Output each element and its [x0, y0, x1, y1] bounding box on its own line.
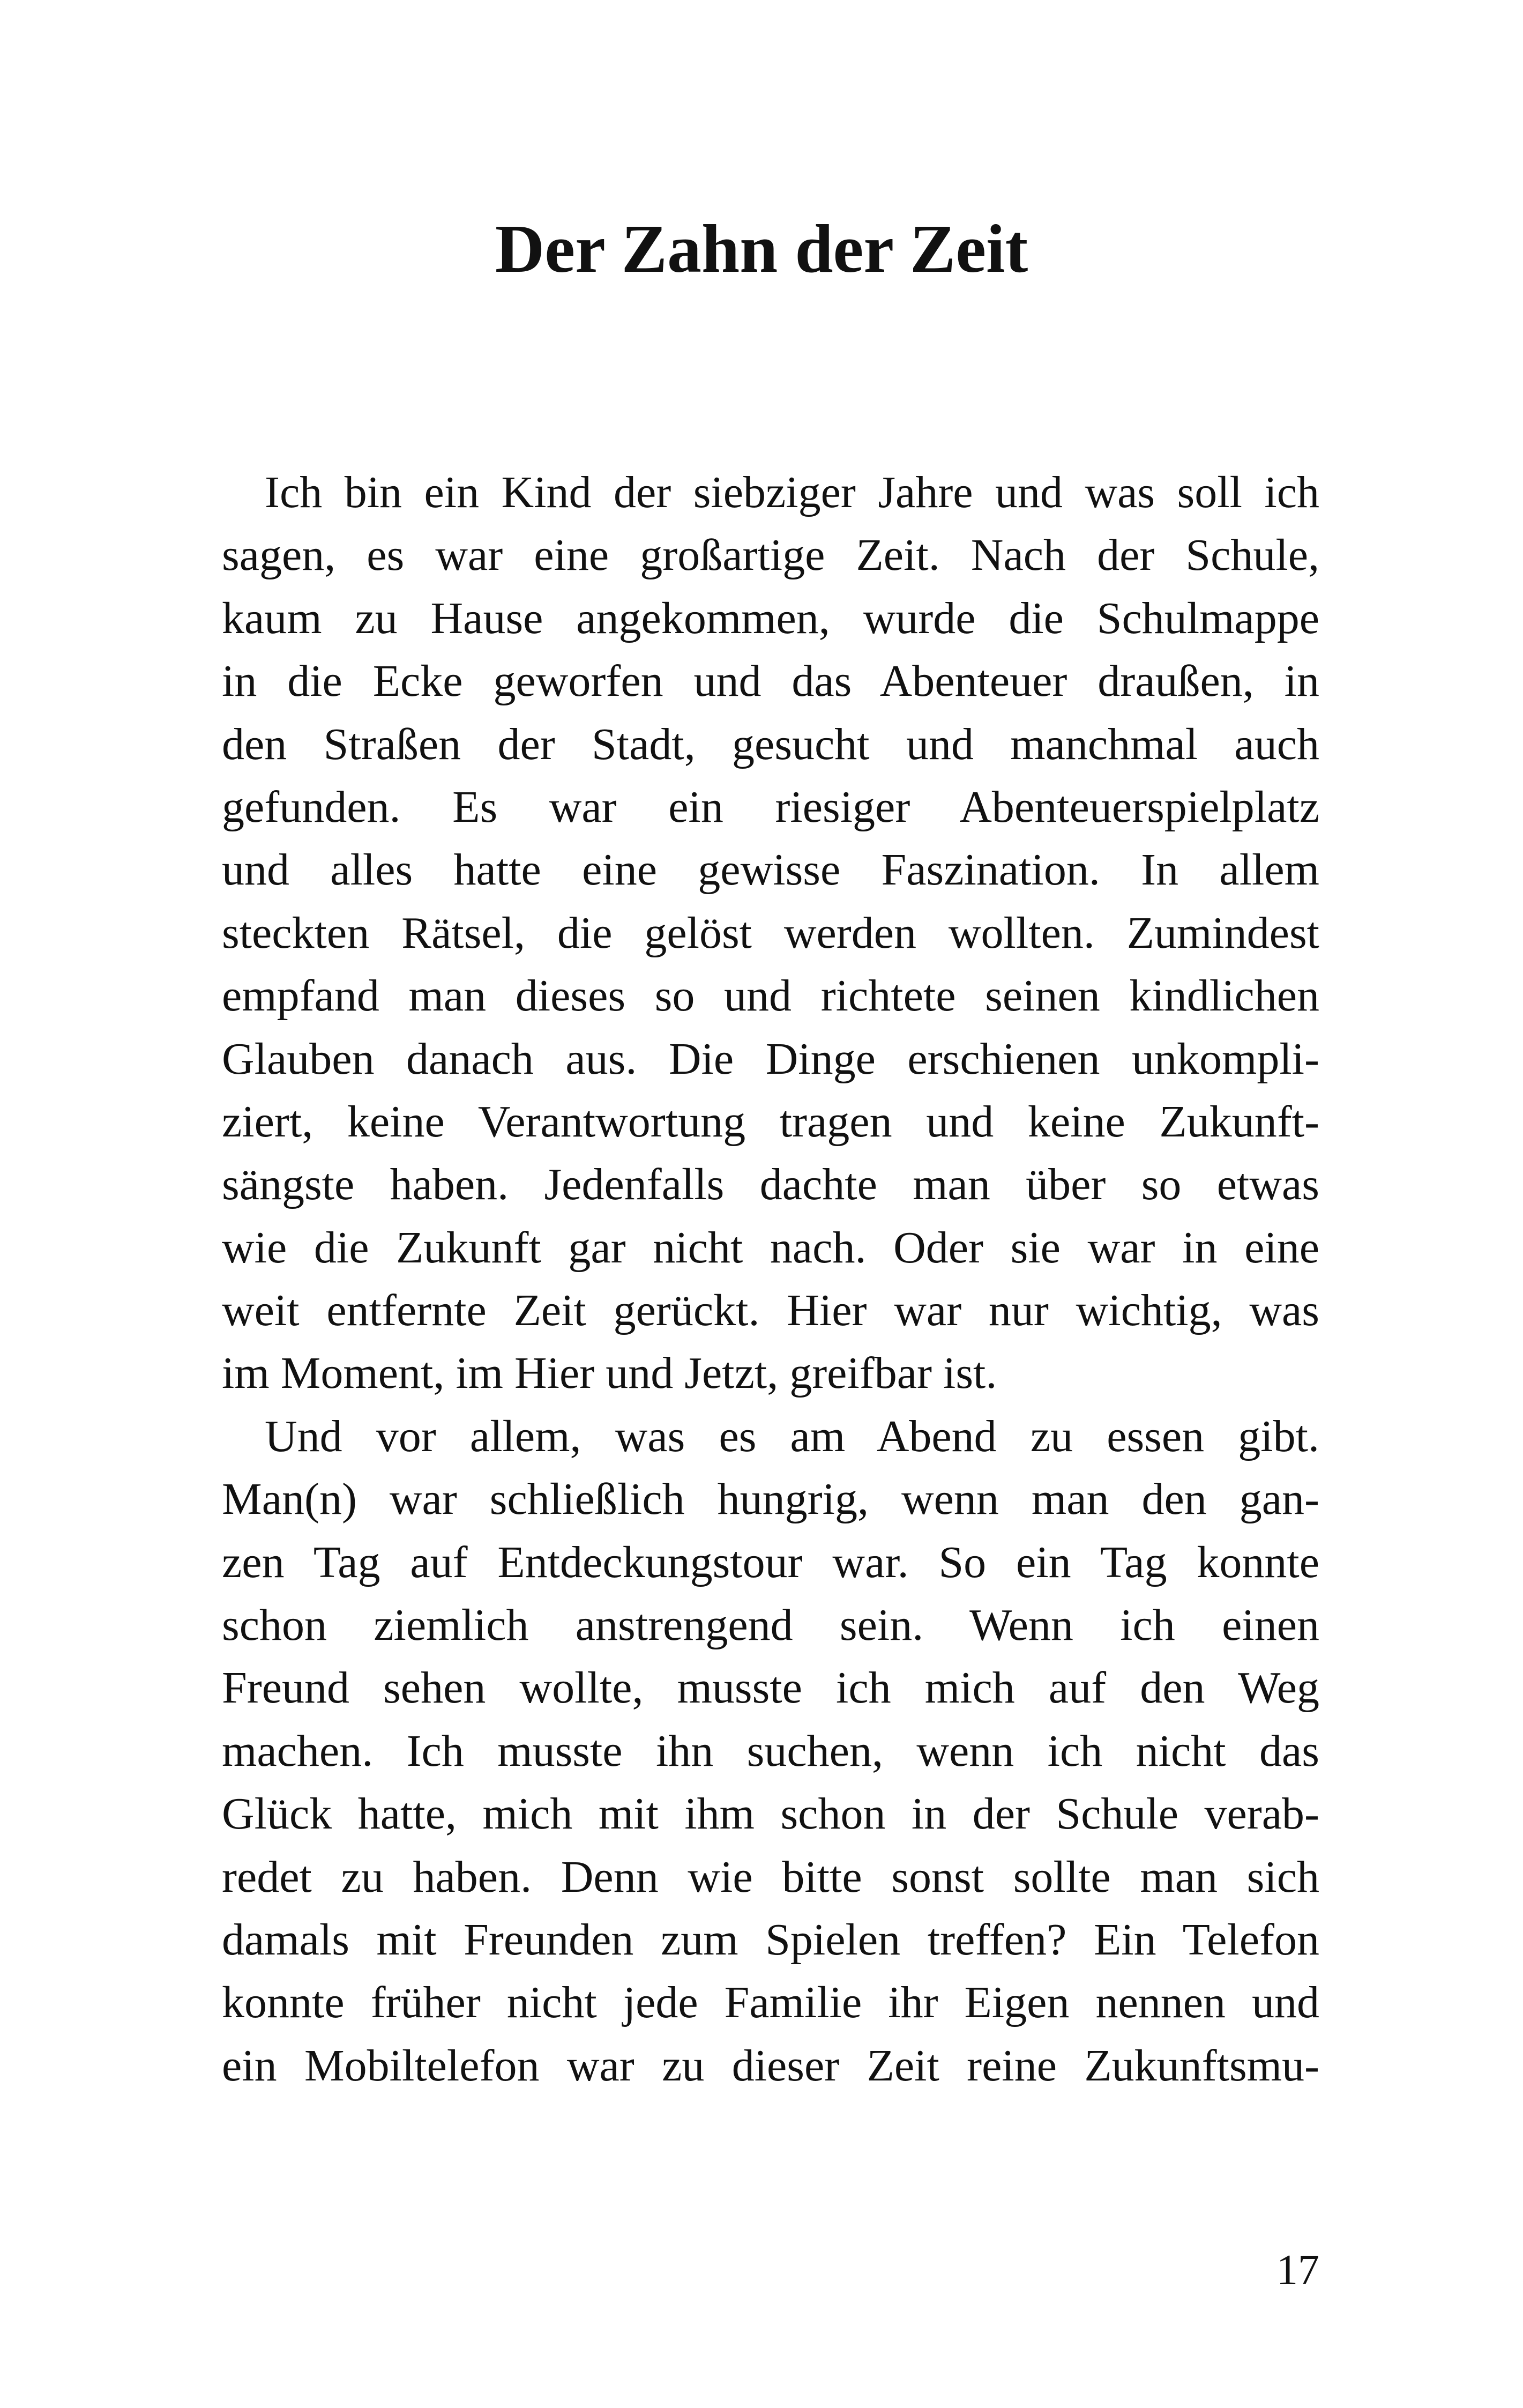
text-line: in die Ecke geworfen und das Abenteuer draußen, in: [222, 656, 1319, 707]
text-line: Man(n) war schließlich hungrig, wenn man den gan-: [222, 1474, 1319, 1525]
page-number: 17: [1276, 2247, 1319, 2294]
text-line: Ich bin ein Kind der siebziger Jahre und was soll ich: [265, 467, 1319, 517]
paragraph-2: [222, 1405, 1319, 2097]
text-line: damals mit Freunden zum Spielen treffen? Ein Telefon: [222, 1914, 1319, 1965]
text-line: sängste haben. Jedenfalls dachte man über so etwas: [222, 1160, 1319, 1210]
paragraph-1: [222, 461, 1319, 1405]
text-line: steckten Rätsel, die gelöst werden wollten. Zumindest: [222, 908, 1319, 958]
text-line: ziert, keine Verantwortung tragen und keine Zukunft-: [222, 1096, 1319, 1147]
chapter-title: Der Zahn der Zeit: [495, 211, 1028, 287]
text-line: konnte früher nicht jede Familie ihr Eigen nennen und: [222, 1978, 1319, 2028]
text-line: schon ziemlich anstrengend sein. Wenn ich einen: [222, 1600, 1319, 1651]
text-line: Glauben danach aus. Die Dinge erschienen unkompli-: [222, 1034, 1319, 1084]
text-line: weit entfernte Zeit gerückt. Hier war nur wichtig, was: [222, 1285, 1319, 1336]
body-text: [222, 461, 1319, 2097]
text-line: kaum zu Hause angekommen, wurde die Schulmappe: [222, 593, 1319, 643]
text-line: den Straßen der Stadt, gesucht und manchmal auch: [222, 719, 1319, 769]
text-line: machen. Ich musste ihn suchen, wenn ich nicht das: [222, 1726, 1319, 1776]
text-line: redet zu haben. Denn wie bitte sonst sollte man sich: [222, 1852, 1319, 1902]
text-line: Und vor allem, was es am Abend zu essen gibt.: [265, 1411, 1319, 1461]
text-line: ein Mobiltelefon war zu dieser Zeit reine Zukunftsmu-: [222, 2040, 1319, 2091]
text-line: Freund sehen wollte, musste ich mich auf den Weg: [222, 1663, 1319, 1713]
text-line: empfand man dieses so und richtete seinen kindlichen: [222, 971, 1319, 1021]
text-line: Glück hatte, mich mit ihm schon in der Schule verab-: [222, 1789, 1319, 1839]
text-line: gefunden. Es war ein riesiger Abenteuerspielplatz: [222, 782, 1319, 832]
text-line: im Moment, im Hier und Jetzt, greifbar ist.: [222, 1348, 997, 1399]
text-line: zen Tag auf Entdeckungstour war. So ein Tag konnte: [222, 1537, 1319, 1587]
text-line: und alles hatte eine gewisse Faszination. In allem: [222, 845, 1319, 895]
text-line: sagen, es war eine großartige Zeit. Nach der Schule,: [222, 530, 1319, 581]
text-line: wie die Zukunft gar nicht nach. Oder sie war in eine: [222, 1222, 1319, 1273]
